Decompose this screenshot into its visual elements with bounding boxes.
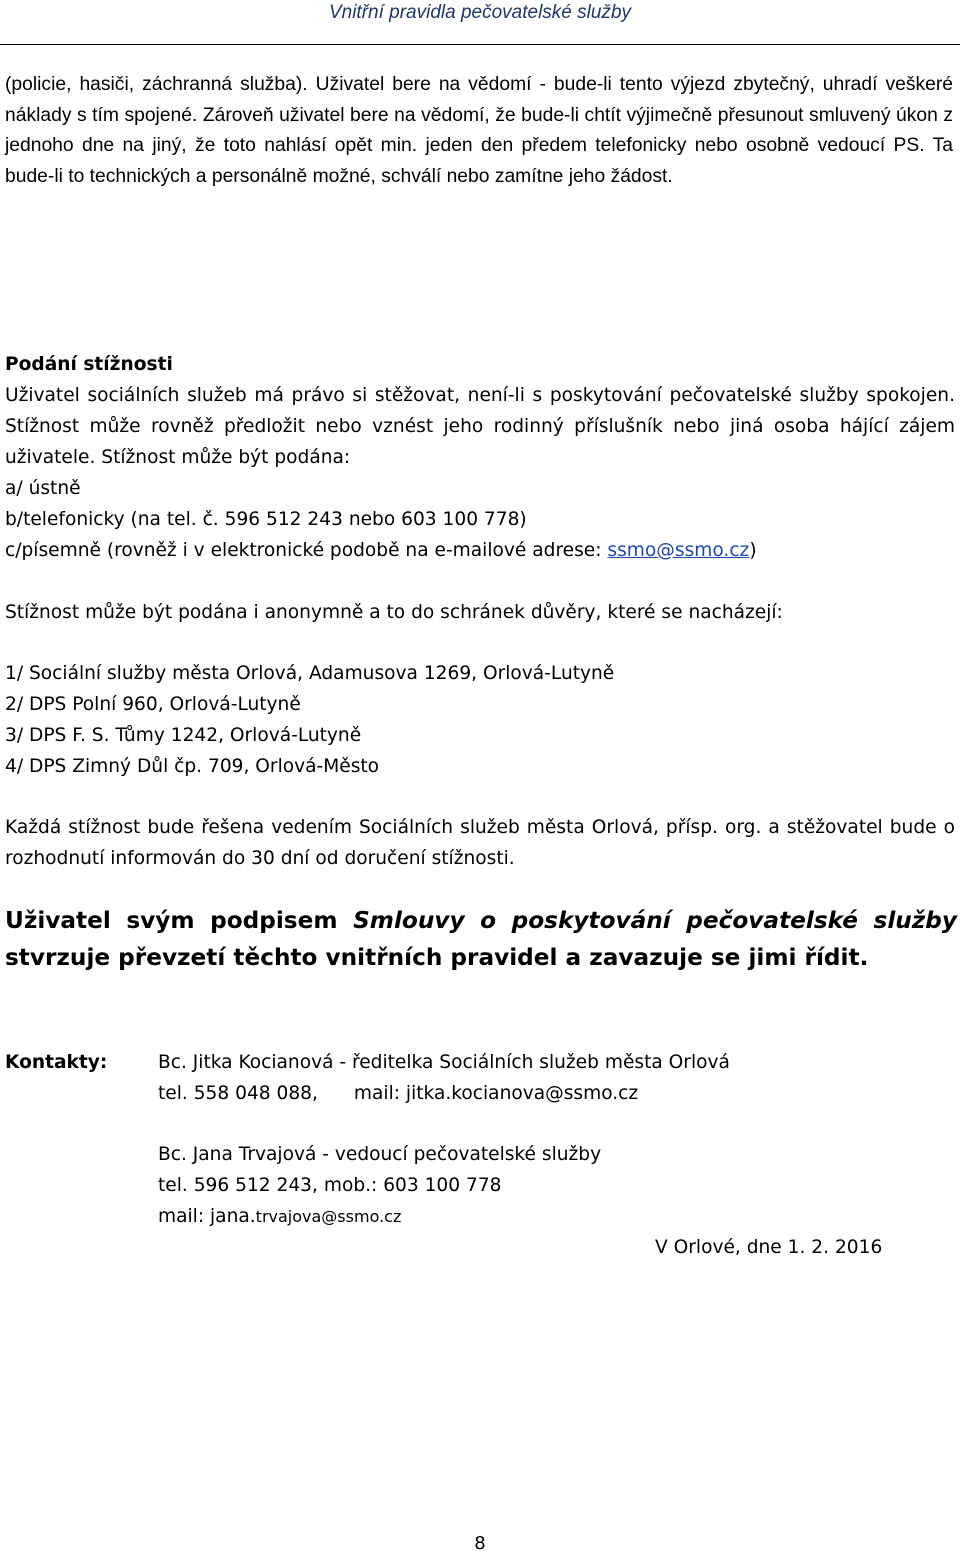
contact-head-of-service [158, 1139, 918, 1232]
complaint-option-c-text: c/písemně (rovněž i v elektronické podobě na e-mailové adrese: [5, 540, 608, 561]
contact-email-start: mail: jana. [158, 1206, 256, 1227]
page-number: 8 [474, 1533, 486, 1554]
drop-box-list [5, 658, 955, 782]
contacts-label: Kontakty: [5, 1052, 108, 1073]
complaint-heading: Podání stížnosti [5, 354, 173, 375]
complaint-option-c [5, 535, 955, 566]
complaint-option-b: b/telefonicky (na tel. č. 596 512 243 nebo 603 100 778) [5, 509, 527, 530]
contact-phone: tel. 558 048 088, [158, 1083, 318, 1104]
contract-title: Smlouvy o poskytování pečovatelské služby [353, 907, 957, 934]
contact-name: Bc. Jitka Kocianová - ředitelka Sociálních služeb města Orlová [158, 1052, 730, 1073]
document-date: V Orlové, dne 1. 2. 2016 [655, 1237, 883, 1258]
list-item: 4/ DPS Zimný Důl čp. 709, Orlová-Město [5, 756, 380, 777]
list-item: 1/ Sociální služby města Orlová, Adamusova 1269, Orlová-Lutyně [5, 663, 615, 684]
complaint-section [5, 349, 955, 566]
signature-statement [5, 902, 957, 976]
intro-paragraph: (policie, hasiči, záchranná služba). Uživatel bere na vědomí - bude-li tento výjezd zbytečný, uhradí veškeré náklady s tím spojené. Zároveň uživatel bere na vědomí, že bude-li chtít výjimečně přesunout smluvený úkon z jednoho dne na jiný, že toto nahlásí opět min. jeden den předem telefonicky nebo osobně vedoucí PS. Ta bude-li to technických a personálně možné, schválí nebo zamítne jeho žádost. [5, 74, 953, 187]
contact-email [158, 1201, 918, 1232]
contact-director [158, 1047, 918, 1109]
resolution-paragraph: Každá stížnost bude řešena vedením Sociálních služeb města Orlová, přísp. org. a stěžovatel bude o rozhodnutí informován do 30 dní od doručení stížnosti. [5, 817, 955, 869]
running-header: Vnitřní pravidla pečovatelské služby [328, 2, 632, 23]
list-item: 2/ DPS Polní 960, Orlová-Lutyně [5, 694, 301, 715]
contact-phone: tel. 596 512 243, mob.: 603 100 778 [158, 1175, 502, 1196]
header-divider [0, 44, 960, 45]
complaint-body: Uživatel sociálních služeb má právo si stěžovat, není-li s poskytování pečovatelské služby spokojen. Stížnost může rovněž předložit nebo vznést jeho rodinný příslušník nebo jiná osoba hájící zájem uživatele. Stížnost může být podána: [5, 385, 955, 468]
statement-part-2: stvrzuje převzetí těchto vnitřních pravidel a zavazuje se jimi řídit. [5, 944, 869, 971]
contact-line [158, 1078, 918, 1109]
contact-name: Bc. Jana Trvajová - vedoucí pečovatelské služby [158, 1144, 602, 1165]
anonymous-text: Stížnost může být podána i anonymně a to do schránek důvěry, které se nacházejí: [5, 602, 783, 623]
complaint-email-link[interactable]: ssmo@ssmo.cz [607, 540, 750, 561]
contact-email: mail: jitka.kocianova@ssmo.cz [353, 1083, 639, 1104]
statement-part-1: Uživatel svým podpisem [5, 907, 354, 934]
list-item: 3/ DPS F. S. Tůmy 1242, Orlová-Lutyně [5, 725, 362, 746]
complaint-option-c-end: ) [749, 540, 757, 561]
complaint-option-a: a/ ústně [5, 478, 81, 499]
contact-email-end: trvajova@ssmo.cz [255, 1207, 402, 1226]
